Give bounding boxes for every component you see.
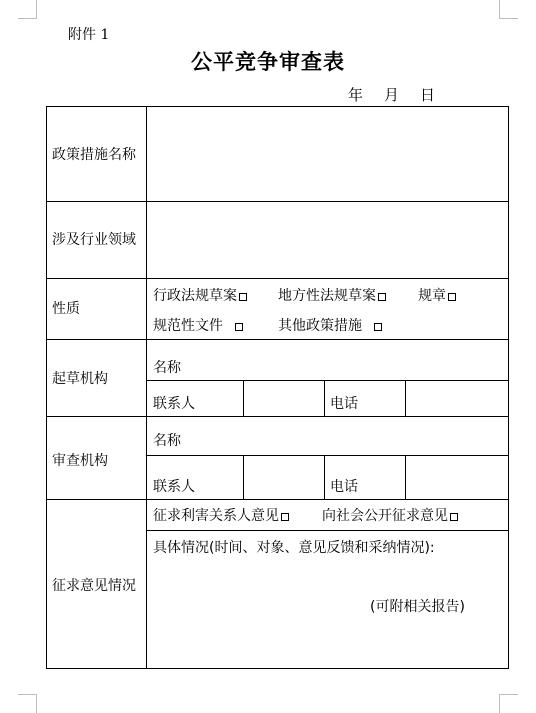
table-border-left [46,106,47,669]
row-divider [46,499,509,500]
row-divider [46,278,509,279]
option-label: 向社会公开征求意见 [322,508,448,524]
table-border-bottom [46,668,509,669]
review-org-name-label: 名称 [153,433,181,449]
checkbox-icon [374,323,382,331]
nature-option-normative-document[interactable] [153,317,243,335]
consultation-note: (可附相关报告) [370,599,465,615]
nature-option-rules[interactable] [418,287,456,305]
consultation-option-public[interactable] [322,507,458,525]
row-divider [146,530,509,531]
industry-field[interactable] [147,202,508,278]
attachment-label: 附件 1 [68,27,110,43]
consultation-label: 征求意见情况 [52,578,136,594]
date-day-label: 日 [420,86,436,104]
cell-divider [324,455,325,499]
checkbox-icon [448,293,456,301]
drafting-org-contact-field[interactable] [244,381,324,416]
date-year-label: 年 [348,86,364,104]
cell-divider [324,380,325,416]
drafting-org-phone-field[interactable] [406,381,508,416]
checkbox-icon [235,323,243,331]
checkbox-icon [378,293,386,301]
drafting-org-contact-label: 联系人 [153,396,195,412]
drafting-org-phone-label: 电话 [330,396,358,412]
consultation-option-stakeholders[interactable] [153,507,289,525]
option-label: 征求利害关系人意见 [153,508,279,524]
table-border-right [508,106,509,669]
row-divider [46,339,509,340]
drafting-org-name-label: 名称 [153,360,181,376]
option-label: 其他政策措施 [278,318,362,334]
industry-label: 涉及行业领域 [52,232,136,248]
checkbox-icon [239,293,247,301]
review-org-phone-field[interactable] [406,456,508,499]
review-org-contact-label: 联系人 [153,479,195,495]
policy-name-field[interactable] [147,107,508,201]
page-title: 公平竞争审查表 [191,49,345,74]
review-org-label: 审查机构 [52,453,108,469]
option-label: 规章 [418,288,446,304]
nature-option-administrative-regulation[interactable] [153,287,247,305]
checkbox-icon [281,513,289,521]
row-divider [46,416,509,417]
review-org-contact-field[interactable] [244,456,324,499]
nature-label: 性质 [52,301,80,317]
option-label: 地方性法规草案 [278,288,376,304]
checkbox-icon [450,513,458,521]
drafting-org-label: 起草机构 [52,371,108,387]
date-month-label: 月 [384,86,400,104]
review-org-phone-label: 电话 [330,479,358,495]
policy-name-label: 政策措施名称 [52,147,136,163]
nature-option-other-policy[interactable] [278,317,382,335]
option-label: 规范性文件 [153,318,223,334]
nature-option-local-regulation[interactable] [278,287,386,305]
consultation-details-label: 具体情况(时间、对象、意见反馈和采纳情况): [153,540,435,556]
option-label: 行政法规草案 [153,288,237,304]
